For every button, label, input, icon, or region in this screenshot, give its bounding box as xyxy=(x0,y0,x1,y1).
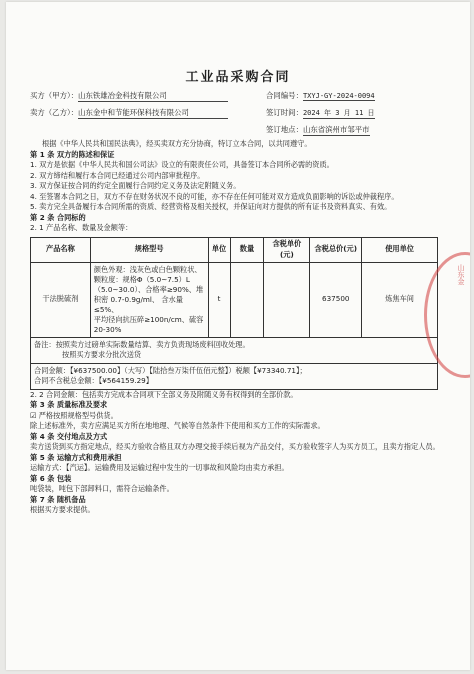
table-remark-row xyxy=(31,337,438,363)
table-row xyxy=(31,262,438,337)
cell-unit: t xyxy=(208,262,230,337)
clause-1-4: 4. 至签署本合同之日，双方不存在财务状况不良的可能，亦不存在任何可能对双方造成负面影响的诉讼或仲裁程序。 xyxy=(30,191,399,201)
clause-7-1: 根据买方要求提供。 xyxy=(30,505,95,514)
spec-line-1: 颜色外观：浅灰色或白色颗粒状、颗粒度：规格Φ（5.0~7.5）L（5.0~30.0）、合格率≥90%、堆积密 0.7-0.9g/ml、 含水量≤5%、 xyxy=(93,264,204,314)
section-6-heading: 第 6 条 包装 xyxy=(30,473,72,483)
header-quantity: 数量 xyxy=(230,237,264,262)
sign-time-line xyxy=(266,107,375,119)
header-product-name: 产品名称 xyxy=(31,237,91,262)
contract-no-line xyxy=(266,90,375,101)
clause-6-1: 吨袋装，吨包下部卸料口，需符合运输条件。 xyxy=(30,484,174,493)
total-line-2: 合同不含税总金额：【¥564159.29】 xyxy=(34,376,153,385)
sign-place-line xyxy=(266,124,370,136)
table-total-row xyxy=(31,363,438,389)
document-title: 工业品采购合同 xyxy=(185,70,291,85)
total-line-1: 合同金额：【¥637500.00】（大写）【陆拾叁万柒仟伍佰元整】）税额【¥73340.71】； xyxy=(34,365,307,375)
sign-time: 2024 年 3 月 11 日 xyxy=(302,109,375,117)
buyer-name: 山东铁雄冶金科技有限公司 xyxy=(78,90,228,102)
clause-2-1: 2. 1 产品名称、数量及金额等： xyxy=(30,223,133,232)
table-header-row xyxy=(31,237,438,262)
cell-using-unit: 炼焦车间 xyxy=(362,262,438,337)
section-1-heading: 第 1 条 双方的陈述和保证 xyxy=(30,149,115,159)
contract-no-label: 合同编号： xyxy=(266,91,303,100)
cell-total-price: 637500 xyxy=(310,262,362,337)
contract-no: TXYJ-GY-2024-0094 xyxy=(302,92,375,100)
cell-unit-price xyxy=(264,262,310,337)
contract-body xyxy=(30,139,460,516)
sign-place-label: 签订地点： xyxy=(266,125,303,134)
product-table xyxy=(30,237,438,390)
buyer-line xyxy=(30,90,228,102)
cell-total xyxy=(31,363,438,389)
section-3-heading: 第 3 条 质量标准及要求 xyxy=(30,400,108,409)
section-4-heading: 第 4 条 交付地点及方式 xyxy=(30,431,108,441)
clause-4-1: 卖方送货到买方指定地点，经买方验收合格且双方办理交接手续后视为产品交付，买方验收签字人为买方员工，且卖方指定人员。 xyxy=(30,442,440,451)
remark-line-2: 按照买方要求分批次送货 xyxy=(62,350,142,359)
clause-1-1: 1. 双方是依据《中华人民共和国公司法》设立的有限责任公司，具备签订本合同所必需的资质。 xyxy=(30,160,334,169)
clause-1-5: 5. 卖方完全具备履行本合同所需的资质、经营资格及相关授权，并保证向对方提供的所有证书及资料真实、有效。 xyxy=(30,202,392,211)
seller-line xyxy=(30,107,228,119)
buyer-label: 买方（甲方）： xyxy=(30,91,79,100)
header-using-unit: 使用单位 xyxy=(362,237,438,262)
clause-2-2: 2. 2 合同金额：包括卖方完成本合同项下全部义务及附随义务有权得到的全部价款。 xyxy=(30,389,298,399)
clause-3-1: ☑ 严格按照规格型号供货。 xyxy=(30,410,118,420)
cell-product-name: 干法脱硫剂 xyxy=(31,262,91,337)
intro-paragraph: 根据《中华人民共和国民法典》，经买卖双方充分协商，特订立本合同，以共同遵守。 xyxy=(42,139,312,148)
cell-remark xyxy=(31,337,438,363)
section-2-heading: 第 2 条 合同标的 xyxy=(30,212,86,222)
header-unit: 单位 xyxy=(208,237,230,262)
clause-1-3: 3. 双方保证按合同的约定全面履行合同约定义务及法定附随义务。 xyxy=(30,181,241,190)
sign-place: 山东省滨州市邹平市 xyxy=(302,125,370,134)
seller-label: 卖方（乙方）： xyxy=(30,108,79,117)
seller-name: 山东金中和节能环保科技有限公司 xyxy=(78,107,228,119)
sign-time-label: 签订时间： xyxy=(266,108,303,117)
clause-5-1: 运输方式：【汽运】。运输费用及运输过程中发生的一切事故和风险均由卖方承担。 xyxy=(30,463,289,472)
clause-1-2: 2. 双方缔结和履行本合同已经通过公司内部审批程序。 xyxy=(30,170,205,180)
cell-quantity xyxy=(230,262,264,337)
section-7-heading: 第 7 条 随机备品 xyxy=(30,494,86,504)
spec-line-2: 平均径向抗压碎≥100n/cm、硫容 20-30% xyxy=(93,314,204,334)
contract-page xyxy=(6,2,470,670)
section-5-heading: 第 5 条 运输方式和费用承担 xyxy=(30,452,122,462)
clause-3-2: 除上述标准外，卖方应满足买方所在地地理、气候等自然条件下使用和买方工作的实际需求。 xyxy=(30,421,325,430)
remark-line-1: 备注：按照卖方过磅单实际数量结算、卖方负责现场废料回收处理。 xyxy=(34,339,250,349)
cell-spec xyxy=(90,262,208,337)
header-spec: 规格型号 xyxy=(90,237,208,262)
header-total-price: 含税总价(元) xyxy=(310,237,362,262)
header-unit-price: 含税单价(元) xyxy=(264,237,310,262)
seal-text: 山东金 xyxy=(457,264,465,285)
